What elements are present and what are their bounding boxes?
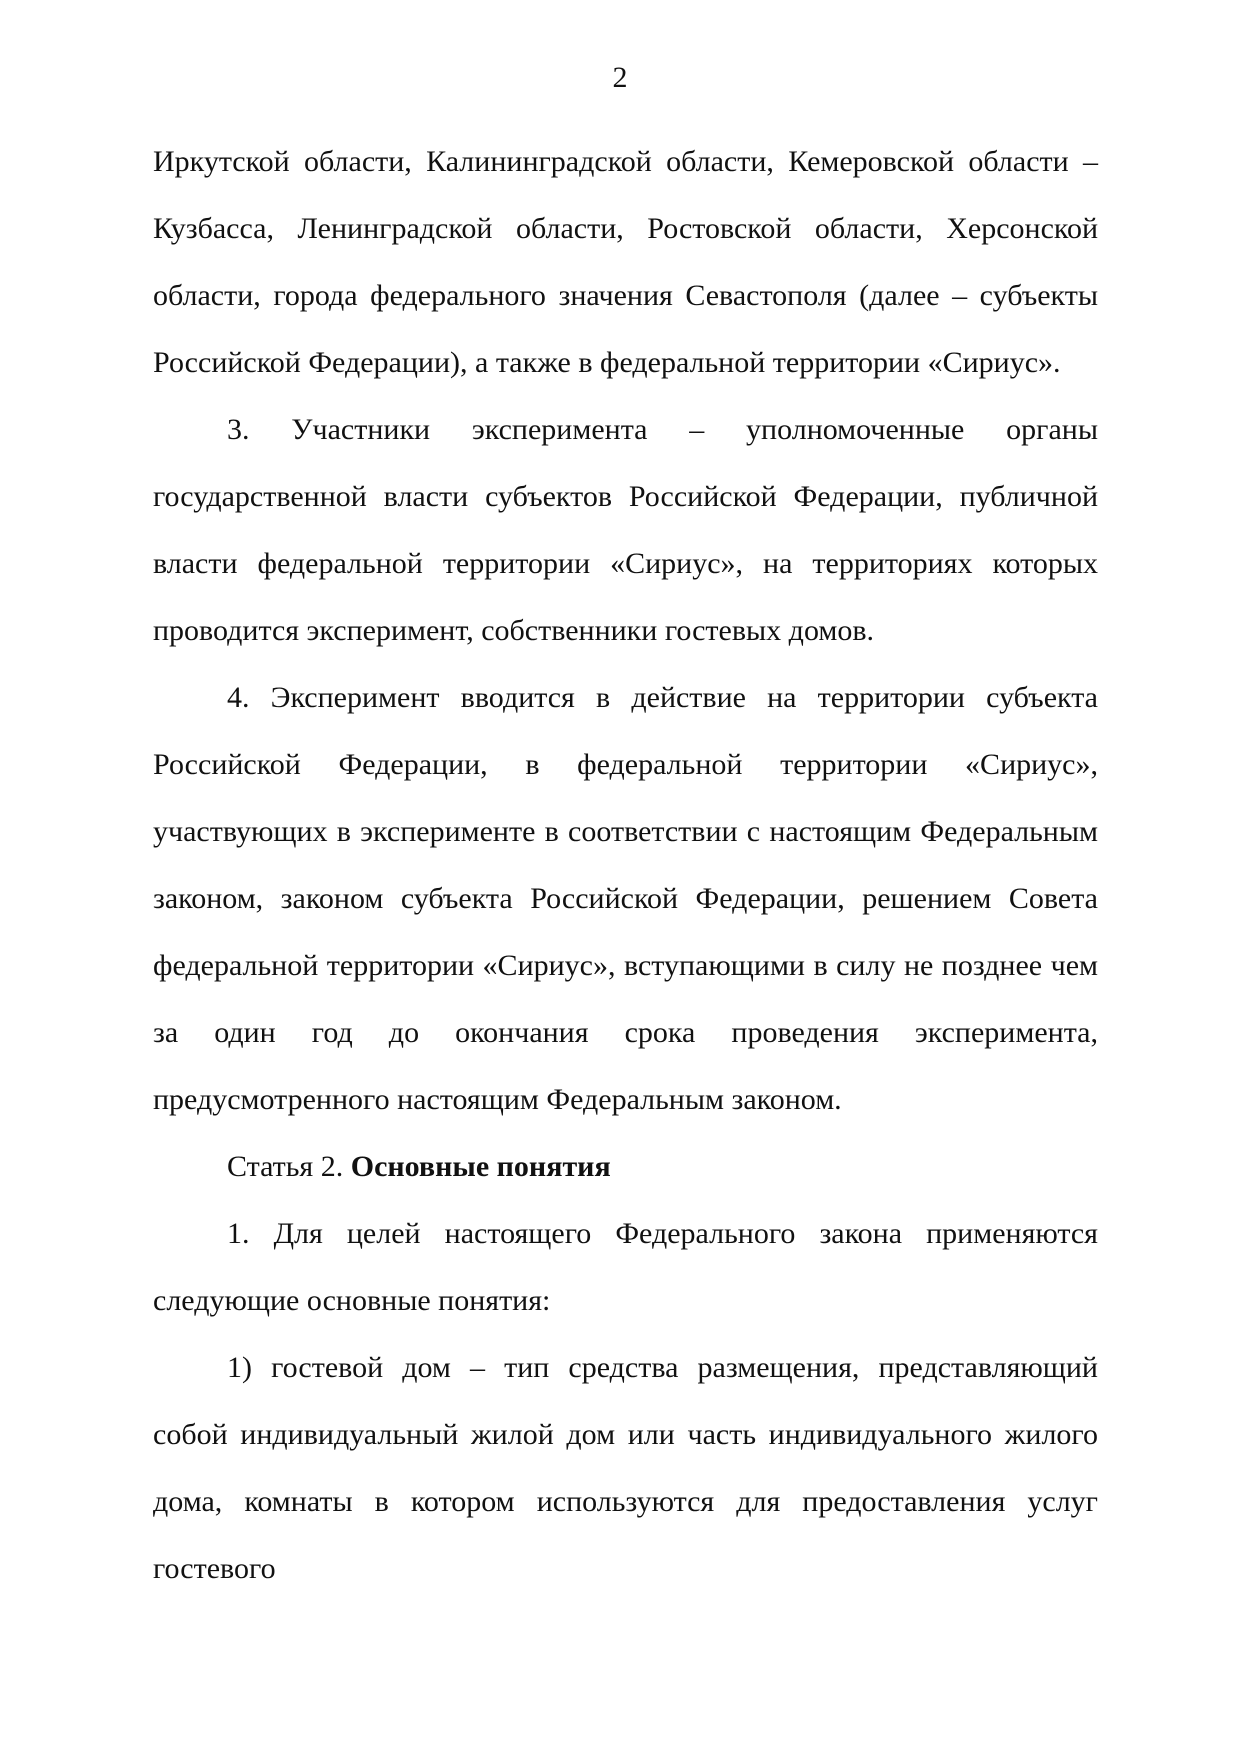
- paragraph-intro: Иркутской области, Калининградской области, Кемеровской области – Кузбасса, Ленинградской области, Ростовской области, Херсонской области, города федерального значения Севастополя (далее – субъекты Российской Федерации), а также в федеральной территории «Сириус».: [153, 145, 1098, 379]
- document-body: [153, 128, 1098, 1602]
- article-2-item-1: 1) гостевой дом – тип средства размещения, представляющий собой индивидуальный жилой дом или часть индивидуального жилого дома, комнаты в котором используются для предоставления услуг гостевого: [153, 1351, 1098, 1585]
- article-2-title: Основные понятия: [350, 1150, 611, 1183]
- article-2-paragraph-1: 1. Для целей настоящего Федерального закона применяются следующие основные понятия:: [153, 1217, 1098, 1317]
- paragraph-3: 3. Участники эксперимента – уполномоченные органы государственной власти субъектов Российской Федерации, публичной власти федеральной территории «Сириус», на территориях которых проводится эксперимент, собственники гостевых домов.: [153, 413, 1098, 647]
- article-2-heading: [153, 1133, 1098, 1200]
- page-number: 2: [612, 61, 628, 94]
- article-2-label: Статья 2.: [227, 1150, 344, 1183]
- paragraph-4: 4. Эксперимент вводится в действие на территории субъекта Российской Федерации, в федеральной территории «Сириус», участвующих в эксперименте в соответствии с настоящим Федеральным законом, законом субъекта Российской Федерации, решением Совета федеральной территории «Сириус», вступающими в силу не позднее чем за один год до окончания срока проведения эксперимента, предусмотренного настоящим Федеральным законом.: [153, 681, 1098, 1116]
